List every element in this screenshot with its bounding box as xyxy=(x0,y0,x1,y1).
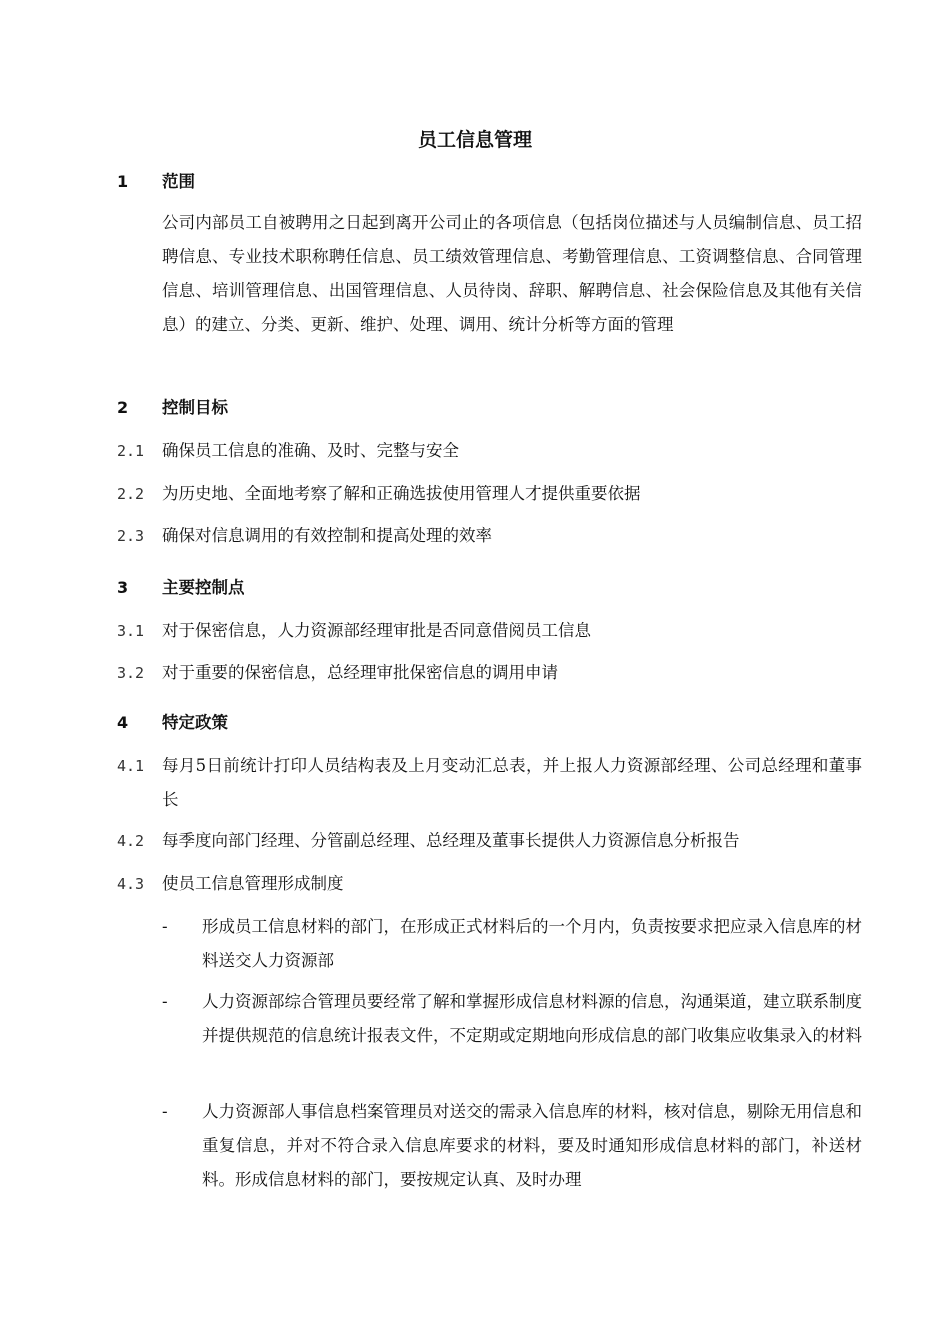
item-text: 每季度向部门经理、分管副总经理、总经理及董事长提供人力资源信息分析报告 xyxy=(162,831,740,850)
section-heading: 主要控制点 xyxy=(162,578,245,597)
bullet-text: 人力资源部综合管理员要经常了解和掌握形成信息材料源的信息，沟通渠道，建立联系制度并提供规范的信息统计报表文件，不定期或定期地向形成信息的部门收集应收集录入的材料 xyxy=(202,992,862,1045)
item-text: 使员工信息管理形成制度 xyxy=(162,874,344,893)
item-text: 每月5日前统计打印人员结构表及上月变动汇总表，并上报人力资源部经理、公司总经理和董事长 xyxy=(162,756,862,809)
item-number: 4.2 xyxy=(117,832,145,850)
item-text: 为历史地、全面地考察了解和正确选拔使用管理人才提供重要依据 xyxy=(162,484,641,503)
bullet-text: 人力资源部人事信息档案管理员对送交的需录入信息库的材料，核对信息，剔除无用信息和重复信息，并对不符合录入信息库要求的材料，要及时通知形成信息材料的部门，补送材料。形成信息材料的部门，要按规定认真、及时办理 xyxy=(202,1102,862,1189)
item-text: 对于重要的保密信息，总经理审批保密信息的调用申请 xyxy=(162,663,558,682)
section-heading: 特定政策 xyxy=(162,713,228,732)
section-number: 3 xyxy=(117,578,129,597)
section-number: 2 xyxy=(117,398,129,417)
item-number: 2.2 xyxy=(117,485,145,503)
item-number: 2.1 xyxy=(117,442,145,460)
section-heading: 范围 xyxy=(162,172,195,191)
section-heading: 控制目标 xyxy=(162,398,228,417)
item-text: 确保员工信息的准确、及时、完整与安全 xyxy=(162,441,459,460)
item-number: 4.3 xyxy=(117,875,145,893)
item-number: 2.3 xyxy=(117,527,145,545)
item-number: 3.2 xyxy=(117,664,145,682)
item-text: 对于保密信息，人力资源部经理审批是否同意借阅员工信息 xyxy=(162,621,591,640)
bullet-marker: - xyxy=(162,992,168,1011)
bullet-text: 形成员工信息材料的部门，在形成正式材料后的一个月内，负责按要求把应录入信息库的材料送交人力资源部 xyxy=(202,917,862,970)
document-title: 员工信息管理 xyxy=(417,129,532,151)
section-paragraph: 公司内部员工自被聘用之日起到离开公司止的各项信息（包括岗位描述与人员编制信息、员工招聘信息、专业技术职称聘任信息、员工绩效管理信息、考勤管理信息、工资调整信息、合同管理信息、培训管理信息、出国管理信息、人员待岗、辞职、解聘信息、社会保险信息及其他有关信息）的建立、分类、更新、维护、处理、调用、统计分析等方面的管理 xyxy=(162,213,862,334)
bullet-marker: - xyxy=(162,917,168,936)
section-number: 1 xyxy=(117,172,129,191)
section-number: 4 xyxy=(117,713,129,732)
item-number: 3.1 xyxy=(117,622,145,640)
item-number: 4.1 xyxy=(117,757,145,775)
item-text: 确保对信息调用的有效控制和提高处理的效率 xyxy=(162,526,492,545)
bullet-marker: - xyxy=(162,1102,168,1121)
